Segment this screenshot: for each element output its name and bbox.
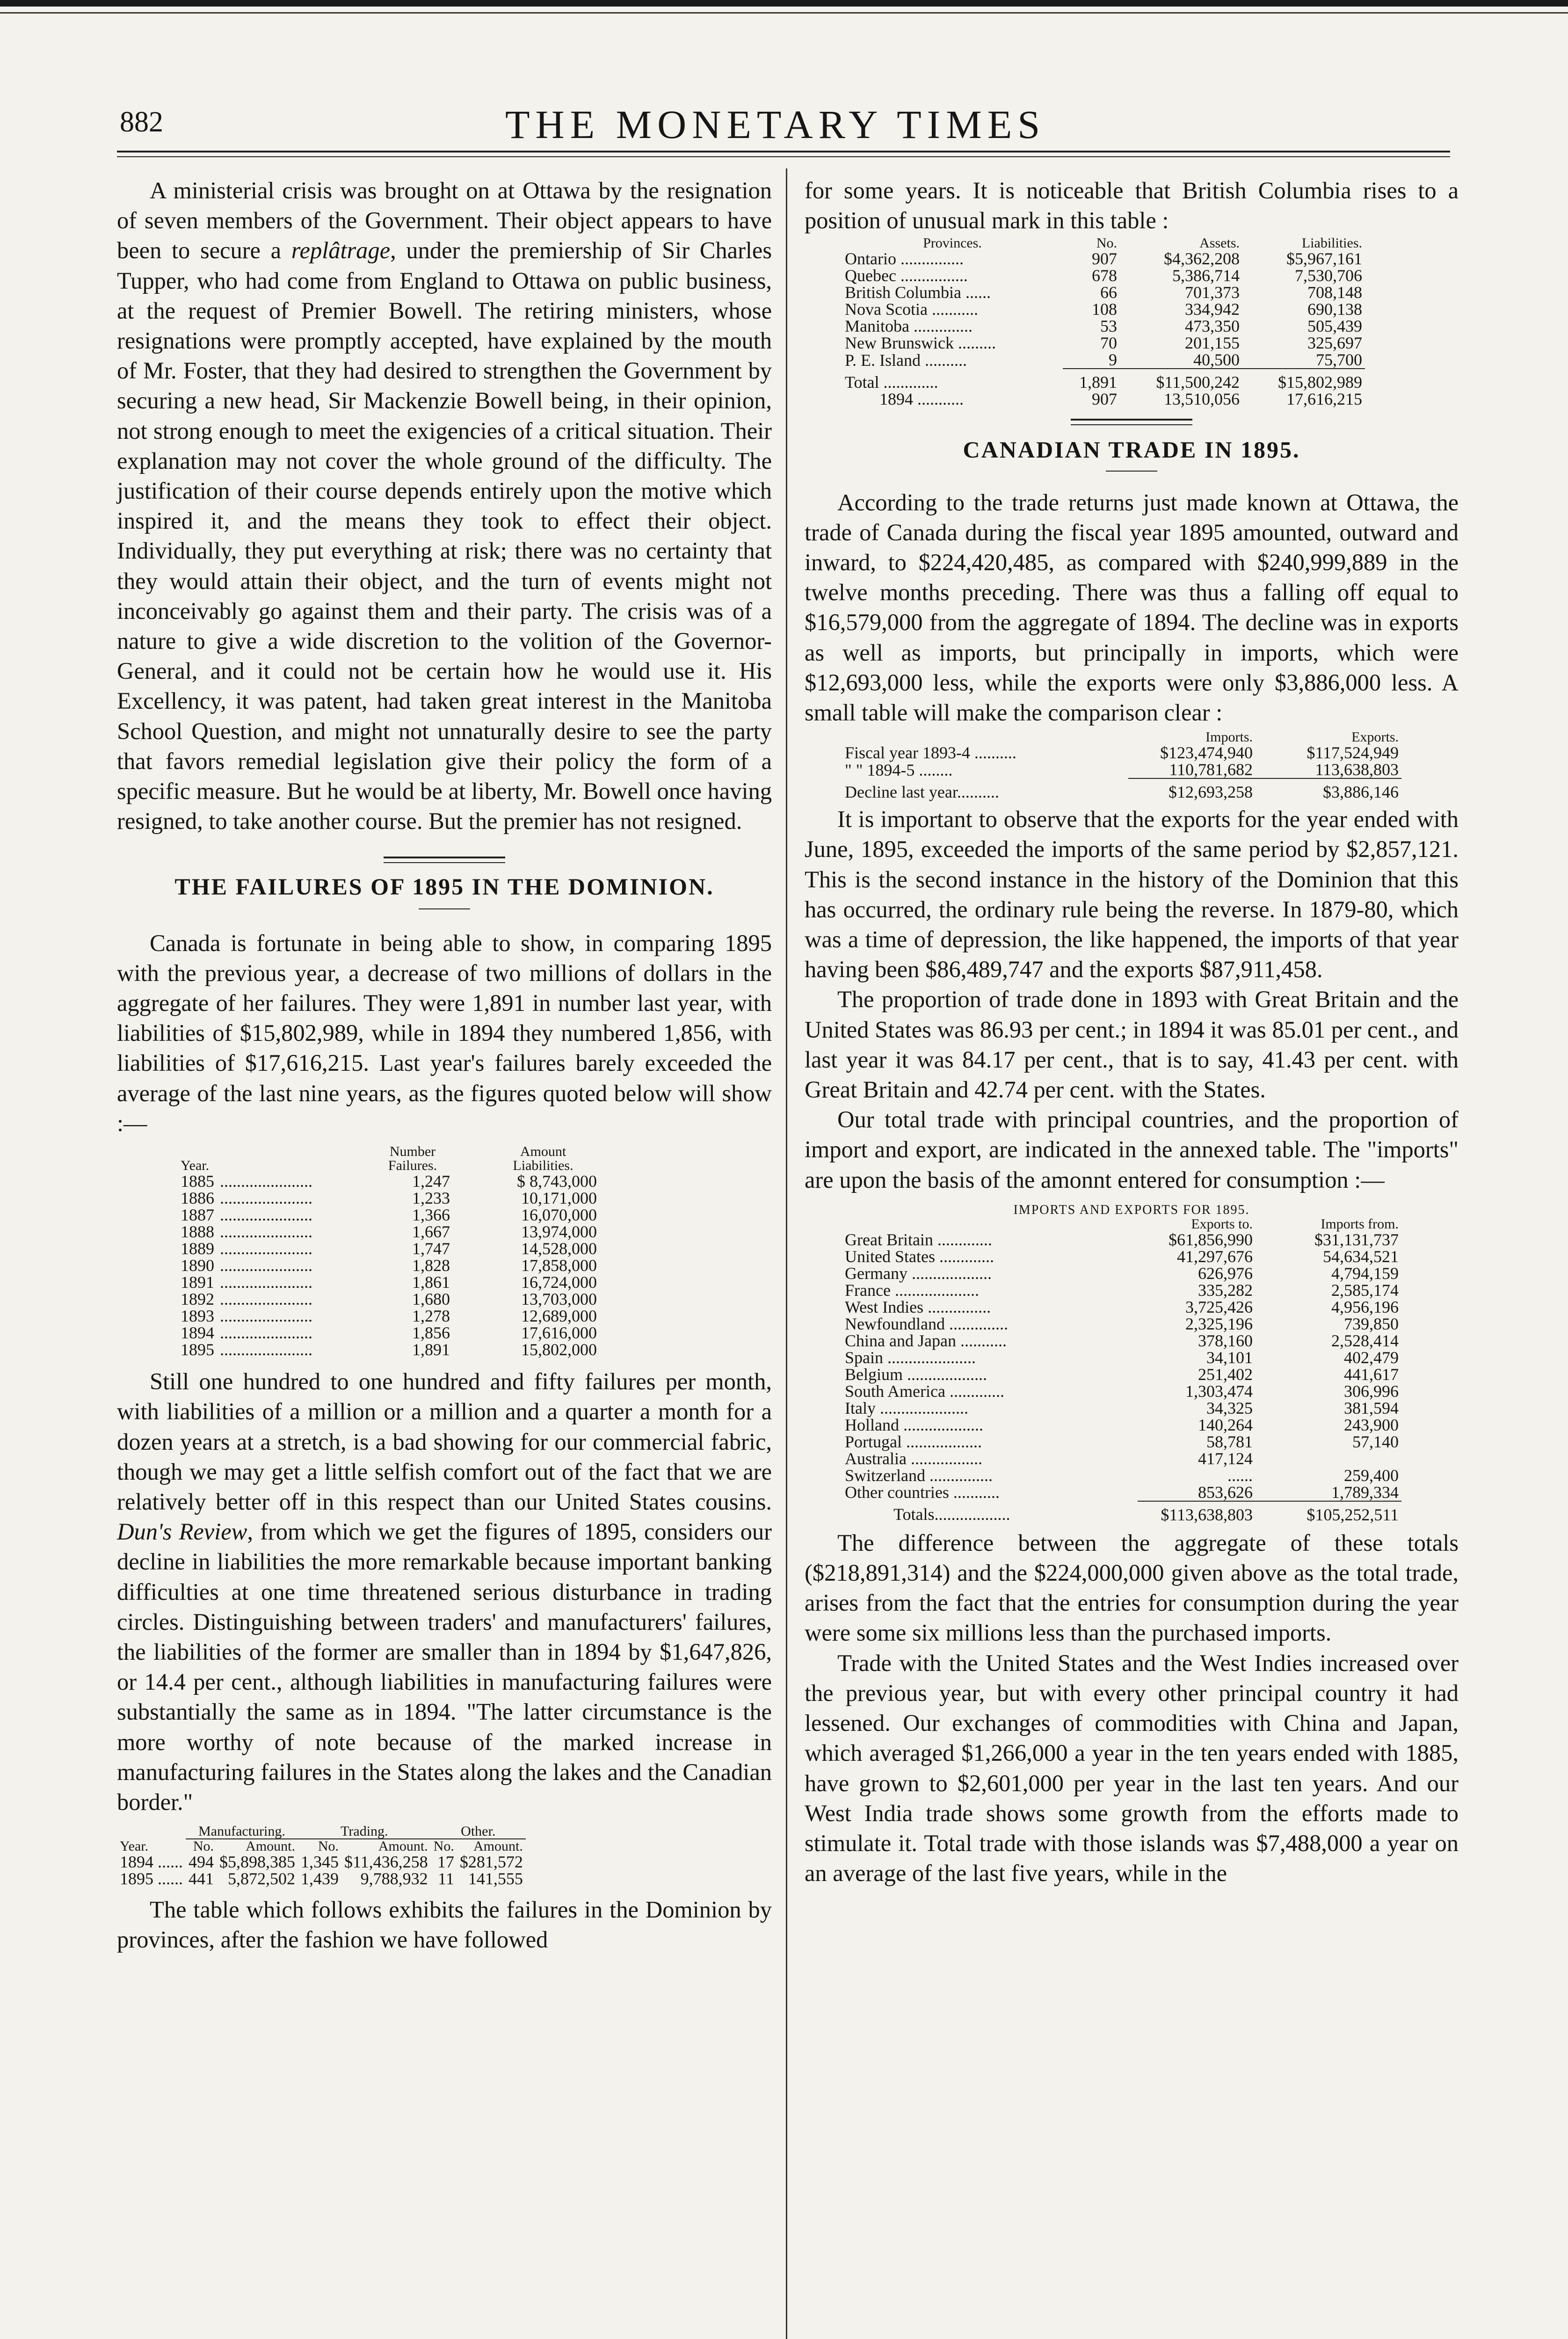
failures-paragraph-3: The table which follows exhibits the failures in the Dominion by provinces, after the fashion we have followed — [117, 1896, 772, 1953]
country-cell: France .................... — [845, 1280, 979, 1300]
imports-from-cell: 57,140 — [1352, 1432, 1399, 1451]
year-cell: 1894 ...... — [120, 1852, 183, 1872]
province-number-cell: 70 — [1100, 334, 1117, 353]
imports-from-cell: 381,594 — [1344, 1398, 1399, 1417]
exports-to-cell: 853,626 — [1198, 1482, 1253, 1502]
imports-from-cell: 243,900 — [1344, 1415, 1399, 1434]
leader-dots: ...................... — [220, 1239, 312, 1258]
left-column — [117, 175, 772, 1955]
leader-dots: ...................... — [220, 1256, 312, 1275]
no-col-header: No. — [318, 1838, 339, 1854]
total-assets: $11,500,242 — [1120, 369, 1242, 391]
province-cell: New Brunswick ......... — [845, 334, 996, 353]
decline-label: Decline last year.......... — [845, 782, 999, 801]
table-row — [842, 1416, 1401, 1433]
liabilities-cell: 13,974,000 — [521, 1222, 597, 1242]
trade-paragraph-5: The difference between the aggregate of these totals ($218,891,314) and the $224,000,000 given above as the total trade, arises from the fact that the entries for consumption during the year were some six millions less than the purchased imports. — [805, 1529, 1459, 1646]
country-cell: Spain ..................... — [845, 1348, 976, 1367]
table-row — [842, 351, 1365, 369]
country-cell: Belgium ................... — [845, 1365, 987, 1384]
province-liabilities-cell: 75,700 — [1316, 350, 1362, 370]
table-row — [178, 1341, 600, 1358]
exports-col-header: Exports to. — [1191, 1216, 1253, 1232]
table-row — [117, 1870, 526, 1887]
liabilities-cell: 17,616,000 — [521, 1323, 597, 1343]
table-row — [842, 301, 1365, 318]
imports-from-cell: 402,479 — [1344, 1348, 1399, 1367]
table-row — [842, 1400, 1401, 1416]
manufacturing-amount-cell: $5,898,385 — [219, 1852, 295, 1872]
failures-paragraph-1: Canada is fortunate in being able to show, in comparing 1895 with the previous year, a decrease of two millions of dollars in the aggregate of her failures. They were 1,891 in number last year, with liabilities of $15,802,989, while in 1894 they numbered 1,856, with liabilities of $17,616,215. Last year's failures barely exceeded the average of the last nine years, as the figures quoted below will show :— — [117, 930, 772, 1136]
liabilities-cell: 17,858,000 — [521, 1256, 597, 1275]
exports-to-cell: 34,325 — [1206, 1398, 1253, 1417]
column-divider — [786, 168, 787, 2339]
spacer — [453, 1257, 486, 1274]
province-assets-cell: 40,500 — [1193, 350, 1240, 370]
country-cell: United States ............. — [845, 1247, 994, 1266]
failures-count-cell: 1,891 — [412, 1340, 450, 1359]
province-cell: P. E. Island .......... — [845, 350, 967, 370]
year-cell: 1891 — [181, 1273, 214, 1292]
province-assets-cell: 5,386,714 — [1172, 266, 1240, 285]
prev-year-assets: 13,510,056 — [1164, 390, 1240, 409]
trading-no-cell: 1,345 — [301, 1852, 339, 1872]
table-row — [842, 1231, 1401, 1248]
table-row — [842, 334, 1365, 351]
imports-from-cell: 2,528,414 — [1331, 1331, 1399, 1350]
spacer — [453, 1341, 486, 1358]
exports-to-cell: 417,124 — [1198, 1449, 1253, 1468]
exports-to-cell: 2,325,196 — [1185, 1314, 1253, 1333]
total-liabilities: $15,802,989 — [1242, 369, 1365, 391]
imports-col-header: Imports. — [1205, 729, 1253, 745]
province-prev-year-row — [842, 391, 1365, 407]
masthead-title: THE MONETARY TIMES — [505, 102, 1046, 147]
table-row — [178, 1274, 600, 1291]
no-col-header: No. — [433, 1838, 454, 1854]
failures-count-cell: 1,828 — [412, 1256, 450, 1275]
year-cell: 1890 — [181, 1256, 214, 1275]
trading-group-header: Trading. — [298, 1824, 431, 1839]
country-cell: Newfoundland .............. — [845, 1314, 1008, 1333]
failures-count-cell: 1,861 — [412, 1273, 450, 1292]
imports-exports-title: IMPORTS AND EXPORTS FOR 1895. — [1013, 1202, 1250, 1217]
imports-from-cell: 306,996 — [1344, 1381, 1399, 1401]
other-amount-cell: 141,555 — [468, 1869, 523, 1889]
prev-year-liabilities: 17,616,215 — [1286, 390, 1362, 409]
totals-imports: $105,252,511 — [1256, 1501, 1401, 1523]
imports-col-header: Imports from. — [1321, 1216, 1399, 1232]
table-row — [842, 250, 1365, 267]
country-cell: China and Japan ........... — [845, 1331, 1007, 1350]
table-row — [842, 1450, 1401, 1467]
spacer — [453, 1324, 486, 1341]
spacer — [453, 1206, 486, 1223]
table-row — [842, 1484, 1401, 1501]
decline-exports: $3,886,146 — [1256, 778, 1401, 800]
country-cell: Great Britain ............. — [845, 1230, 992, 1249]
trade-paragraph-1: According to the trade returns just made known at Ottawa, the trade of Canada during the fiscal year 1895 amounted, outward and inward, to $224,420,485, as compared with $240,999,889 in the twelve months preceding. There was thus a falling off equal to $16,579,000 from the aggregate of 1894. The decline was in exports as well as imports, but principally in imports, which were $12,693,000 less, while the exports were only $3,886,000 less. A small table will make the comparison clear : — [805, 489, 1459, 726]
province-cell: Manitoba .............. — [845, 317, 973, 336]
liabilities-cell: 15,802,000 — [521, 1340, 597, 1359]
no-col-header: No. — [1096, 235, 1117, 251]
country-cell: West Indies ............... — [845, 1297, 991, 1316]
liabilities-cell: $ 8,743,000 — [517, 1172, 597, 1191]
country-cell: Italy ..................... — [845, 1398, 968, 1417]
province-cell: Ontario ............... — [845, 249, 964, 269]
failures-by-year-rows — [178, 1173, 600, 1358]
failures-count-cell: 1,856 — [412, 1323, 450, 1343]
province-cell: Quebec ................ — [845, 266, 968, 285]
table-row — [842, 744, 1401, 761]
fiscal-exports-cell: $117,524,949 — [1307, 743, 1399, 763]
table-row — [178, 1190, 600, 1206]
table-row — [842, 1332, 1401, 1349]
fiscal-imports-cell: $123,474,940 — [1160, 743, 1253, 763]
year-cell: 1889 — [181, 1239, 214, 1258]
header-rule — [117, 151, 1450, 153]
no-col-header: No. — [193, 1838, 214, 1854]
year-cell: 1887 — [181, 1206, 214, 1225]
table-row — [842, 1265, 1401, 1282]
other-no-cell: 11 — [438, 1869, 454, 1889]
amount-col-header: Amount. — [378, 1838, 428, 1854]
leader-dots: ...................... — [220, 1222, 312, 1242]
page-number: 882 — [120, 106, 163, 138]
exports-to-cell: 34,101 — [1206, 1348, 1253, 1367]
fiscal-comparison-table — [842, 730, 1401, 800]
leader-dots: ...................... — [220, 1273, 312, 1292]
province-number-cell: 108 — [1092, 300, 1117, 319]
exports-to-cell: 58,781 — [1206, 1432, 1253, 1451]
table-row — [178, 1291, 600, 1308]
exports-to-cell: 335,282 — [1198, 1280, 1253, 1300]
failures-count-cell: 1,680 — [412, 1290, 450, 1309]
country-cell: Portugal .................. — [845, 1432, 982, 1451]
liabilities-cell: 16,724,000 — [521, 1273, 597, 1292]
year-cell: 1894 — [181, 1323, 214, 1343]
exports-to-cell: $61,856,990 — [1169, 1230, 1253, 1249]
liabilities-cell: 10,171,000 — [521, 1189, 597, 1208]
spacer — [453, 1274, 486, 1291]
table-row — [842, 761, 1401, 778]
province-number-cell: 9 — [1109, 350, 1117, 370]
table-row — [842, 1248, 1401, 1265]
other-no-cell: 17 — [437, 1852, 454, 1872]
decline-imports: $12,693,258 — [1128, 778, 1256, 800]
trading-amount-cell: $11,436,258 — [344, 1852, 428, 1872]
assets-col-header: Assets. — [1199, 235, 1240, 251]
table-row — [842, 284, 1365, 301]
right-column — [805, 175, 1459, 1888]
leader-dots: ...................... — [220, 1172, 312, 1191]
province-number-cell: 678 — [1092, 266, 1117, 285]
province-liabilities-cell: 708,148 — [1307, 283, 1362, 302]
decline-row — [842, 778, 1401, 800]
table-row — [842, 1315, 1401, 1332]
imports-from-cell: 259,400 — [1344, 1466, 1399, 1485]
table-row — [842, 1467, 1401, 1484]
province-liabilities-cell: 7,530,706 — [1295, 266, 1362, 285]
table-row — [842, 1433, 1401, 1450]
spacer — [453, 1240, 486, 1257]
section-rule — [1071, 419, 1192, 425]
table-row — [178, 1324, 600, 1341]
table-row — [117, 1853, 526, 1870]
exports-to-cell: 3,725,426 — [1185, 1297, 1253, 1316]
exports-col-header: Exports. — [1351, 729, 1399, 745]
province-liabilities-cell: 505,439 — [1307, 317, 1362, 336]
province-liabilities-cell: 325,697 — [1307, 334, 1362, 353]
manufacturing-no-cell: 441 — [189, 1869, 214, 1889]
imports-from-cell: 441,617 — [1344, 1365, 1399, 1384]
total-number: 1,891 — [1063, 369, 1120, 391]
failures-count-cell: 1,247 — [412, 1172, 450, 1191]
trading-amount-cell: 9,788,932 — [360, 1869, 428, 1889]
prev-year-number: 907 — [1092, 390, 1117, 409]
year-cell: 1895 ...... — [120, 1869, 183, 1889]
amount-col-header: Amount Liabilities. — [513, 1144, 573, 1174]
province-assets-cell: 334,942 — [1185, 300, 1240, 319]
amount-col-header: Amount. — [473, 1838, 523, 1854]
imports-from-cell: 4,794,159 — [1331, 1264, 1399, 1283]
liabilities-col-header: Liabilities. — [1301, 235, 1362, 251]
exports-to-cell: 140,264 — [1198, 1415, 1253, 1434]
totals-label: Totals.................. — [893, 1505, 1010, 1524]
table-row — [842, 1282, 1401, 1299]
table-row — [178, 1173, 600, 1190]
province-number-cell: 907 — [1092, 249, 1117, 269]
failures-heading: THE FAILURES OF 1895 IN THE DOMINION. — [174, 873, 714, 900]
imports-from-cell: 739,850 — [1344, 1314, 1399, 1333]
top-border-thin — [0, 12, 1568, 14]
year-col-header: Year. — [181, 1158, 210, 1174]
failures-paragraph-2: Still one hundred to one hundred and fifty failures per month, with liabilities of a million or a million and a quarter a month for a dozen years at a stretch, is a bad showing for our commercial fabric, though we may get a little selfish comfort out of the fact that we are relatively better off in this respect than our United States cousins. Dun's Review, from which we get the figures of 1895, considers our decline in liabilities the more remarkable because important banking difficulties at one time threatened serious disturbance in trading circles. Distinguishing between traders' and manufacturers' failures, the liabilities of the former are smaller than in 1894 by $1,647,826, or 14.4 per cent., although liabilities in manufacturing failures were substantially the same as in 1894. "The latter circumstance is the more worthy of note because of the marked increase in manufacturing failures in the States along the lakes and the Canadian border." — [117, 1368, 772, 1815]
country-cell: Germany ................... — [845, 1264, 992, 1283]
failures-by-year-table — [178, 1145, 600, 1358]
year-cell: 1885 — [181, 1172, 214, 1191]
year-cell: 1893 — [181, 1307, 214, 1326]
fiscal-comparison-rows — [842, 744, 1401, 778]
header-rule-thin — [117, 156, 1450, 157]
spacer — [453, 1190, 486, 1206]
failures-count-cell: 1,366 — [412, 1206, 450, 1225]
province-cell: British Columbia ...... — [845, 283, 991, 302]
table-row — [842, 267, 1365, 284]
amount-col-header: Amount. — [246, 1838, 295, 1854]
fiscal-year-cell: " " 1894-5 ........ — [845, 760, 953, 779]
province-assets-cell: 701,373 — [1185, 283, 1240, 302]
table-row — [842, 1349, 1401, 1366]
province-liabilities-cell: $5,967,161 — [1286, 249, 1362, 269]
trade-paragraph-6: Trade with the United States and the West Indies increased over the previous year, but with every other principal country it had lessened. Our exchanges of commodities with China and Japan, which averaged $1,266,000 a year in the ten years ended with 1885, have grown to $2,601,000 per year in the last ten years. And our West India trade shows some growth from the efforts made to stimulate it. Total trade with those islands was $7,488,000 a year on an average of the last five years, while in the — [805, 1649, 1459, 1887]
province-liabilities-cell: 690,138 — [1307, 300, 1362, 319]
imports-from-cell: 1,789,334 — [1331, 1482, 1399, 1502]
top-border — [0, 0, 1568, 7]
exports-to-cell: 41,297,676 — [1177, 1247, 1253, 1266]
leader-dots: ...................... — [220, 1290, 312, 1309]
province-number-cell: 66 — [1100, 283, 1117, 302]
manufacturing-amount-cell: 5,872,502 — [228, 1869, 295, 1889]
year-cell: 1892 — [181, 1290, 214, 1309]
leader-dots: ...................... — [220, 1307, 312, 1326]
table-row — [178, 1223, 600, 1240]
section-rule — [384, 857, 505, 863]
failures-by-province-rows — [842, 250, 1365, 369]
province-number-cell: 53 — [1100, 317, 1117, 336]
country-cell: Australia ................. — [845, 1449, 982, 1468]
table-row — [842, 1366, 1401, 1383]
spacer — [453, 1308, 486, 1324]
trade-paragraph-4: Our total trade with principal countries, and the proportion of import and export, are indicated in the annexed table. The "imports" are upon the basis of the amonnt entered for consumption :— — [805, 1106, 1459, 1193]
total-label: Total ............. — [845, 372, 938, 392]
table-row — [842, 1383, 1401, 1400]
leader-dots: ...................... — [220, 1340, 312, 1359]
imports-from-cell: 4,956,196 — [1331, 1297, 1399, 1316]
country-cell: Other countries ........... — [845, 1483, 1000, 1502]
leader-dots: ...................... — [220, 1323, 312, 1343]
crisis-paragraph: A ministerial crisis was brought on at Ottawa by the resignation of seven members of the Government. Their object appears to have been to secure a replâtrage, under the premiership of Sir Charles Tupper, who had come from England to Ottawa on public business, at the request of Premier Bowell. The retiring ministers, whose resignations were promptly accepted, have explained by the mouth of Mr. Foster, that they had desired to strengthen the Government by securing a new head, Sir Mackenzie Bowell being, in their opinion, not strong enough to meet the exigencies of a critical situation. Their explanation may not cover the whole ground of the difficulty. The justification of their course depends entirely upon the motive which inspired it, and the means they took to effect their object. Individually, they put everything at risk; there was no certainty that they would attain their object, and the turn of events might not inconceivably go against them and their party. The crisis was of a nature to give a wide discretion to the volition of the Governor-General, and it could not be certain how he would use it. His Excellency, it was patent, had taken great interest in the Manitoba School Question, and might not unnaturally desire to see the party that favors remedial legislation give their policy the form of a specific measure. But he would be at liberty, Mr. Bowell once having resigned, to take another course. But the premier has not resigned. — [117, 177, 772, 835]
spacer — [453, 1291, 486, 1308]
country-cell: South America ............. — [845, 1381, 1004, 1401]
other-group-header: Other. — [431, 1824, 526, 1839]
imports-exports-table — [842, 1217, 1401, 1523]
leader-dots: ...................... — [220, 1206, 312, 1225]
fiscal-exports-cell: 113,638,803 — [1315, 760, 1399, 779]
spacer — [453, 1223, 486, 1240]
spacer — [453, 1173, 486, 1190]
failures-count-cell: 1,233 — [412, 1189, 450, 1208]
liabilities-cell: 13,703,000 — [521, 1290, 597, 1309]
prev-year-label: 1894 ........... — [879, 390, 964, 409]
failures-by-province-table — [842, 236, 1365, 407]
provinces-col-header: Provinces. — [923, 235, 982, 251]
year-col-header: Year. — [120, 1838, 149, 1854]
province-cell: Nova Scotia ........... — [845, 300, 978, 319]
country-cell: Holland ................... — [845, 1415, 983, 1434]
failures-count-cell: 1,747 — [412, 1239, 450, 1258]
failures-count-cell: 1,278 — [412, 1307, 450, 1326]
table-row — [178, 1240, 600, 1257]
table-row — [842, 1299, 1401, 1315]
table-row — [178, 1206, 600, 1223]
country-cell: Switzerland ............... — [845, 1466, 993, 1485]
continued-paragraph: for some years. It is noticeable that British Columbia rises to a position of unusual mark in this table : — [805, 177, 1459, 234]
year-cell: 1895 — [181, 1340, 214, 1359]
manufacturing-group-header: Manufacturing. — [186, 1824, 298, 1839]
totals-row — [842, 1501, 1401, 1523]
other-amount-cell: $281,572 — [459, 1852, 523, 1872]
failures-by-category-rows — [117, 1853, 526, 1887]
imports-from-cell: 2,585,174 — [1331, 1280, 1399, 1300]
trade-paragraph-3: The proportion of trade done in 1893 with Great Britain and the United States was 86.93 per cent.; in 1894 it was 85.01 per cent., and last year it was 84.17 per cent., that is to say, 41.43 per cent. with Great Britain and 42.74 per cent. with the States. — [805, 986, 1459, 1103]
fiscal-imports-cell: 110,781,682 — [1169, 760, 1253, 779]
fiscal-year-cell: Fiscal year 1893-4 .......... — [845, 743, 1016, 763]
exports-to-cell: 378,160 — [1198, 1331, 1253, 1350]
province-total-row — [842, 369, 1365, 391]
failures-by-category-table — [117, 1824, 526, 1887]
table-row — [178, 1257, 600, 1274]
leader-dots: ...................... — [220, 1189, 312, 1208]
exports-to-cell: ...... — [1227, 1466, 1253, 1485]
imports-from-cell: $31,131,737 — [1314, 1230, 1399, 1249]
year-cell: 1886 — [181, 1189, 214, 1208]
liabilities-cell: 14,528,000 — [521, 1239, 597, 1258]
year-cell: 1888 — [181, 1222, 214, 1242]
number-col-header: Number Failures. — [388, 1144, 437, 1174]
liabilities-cell: 12,689,000 — [521, 1307, 597, 1326]
trade-paragraph-2: It is important to observe that the exports for the year ended with June, 1895, exceeded the imports of the same period by $2,857,121. This is the second instance in the history of the Dominion that this has occurred, the ordinary rule being the reverse. In 1879-80, which was a time of depression, the like happened, the imports of that year having been $86,489,747 and the exports $87,911,458. — [805, 806, 1459, 983]
imports-exports-rows — [842, 1231, 1401, 1501]
province-assets-cell: 201,155 — [1185, 334, 1240, 353]
exports-to-cell: 1,303,474 — [1185, 1381, 1253, 1401]
table-row — [178, 1308, 600, 1324]
trading-no-cell: 1,439 — [301, 1869, 339, 1889]
province-assets-cell: 473,350 — [1185, 317, 1240, 336]
imports-from-cell — [1256, 1450, 1401, 1467]
totals-exports: $113,638,803 — [1138, 1501, 1256, 1523]
exports-to-cell: 626,976 — [1198, 1264, 1253, 1283]
failures-count-cell: 1,667 — [412, 1222, 450, 1242]
imports-from-cell: 54,634,521 — [1323, 1247, 1399, 1266]
province-assets-cell: $4,362,208 — [1164, 249, 1240, 269]
exports-to-cell: 251,402 — [1198, 1365, 1253, 1384]
trade-heading: CANADIAN TRADE IN 1895. — [963, 436, 1300, 463]
table-row — [842, 318, 1365, 334]
manufacturing-no-cell: 494 — [189, 1852, 214, 1872]
liabilities-cell: 16,070,000 — [521, 1206, 597, 1225]
